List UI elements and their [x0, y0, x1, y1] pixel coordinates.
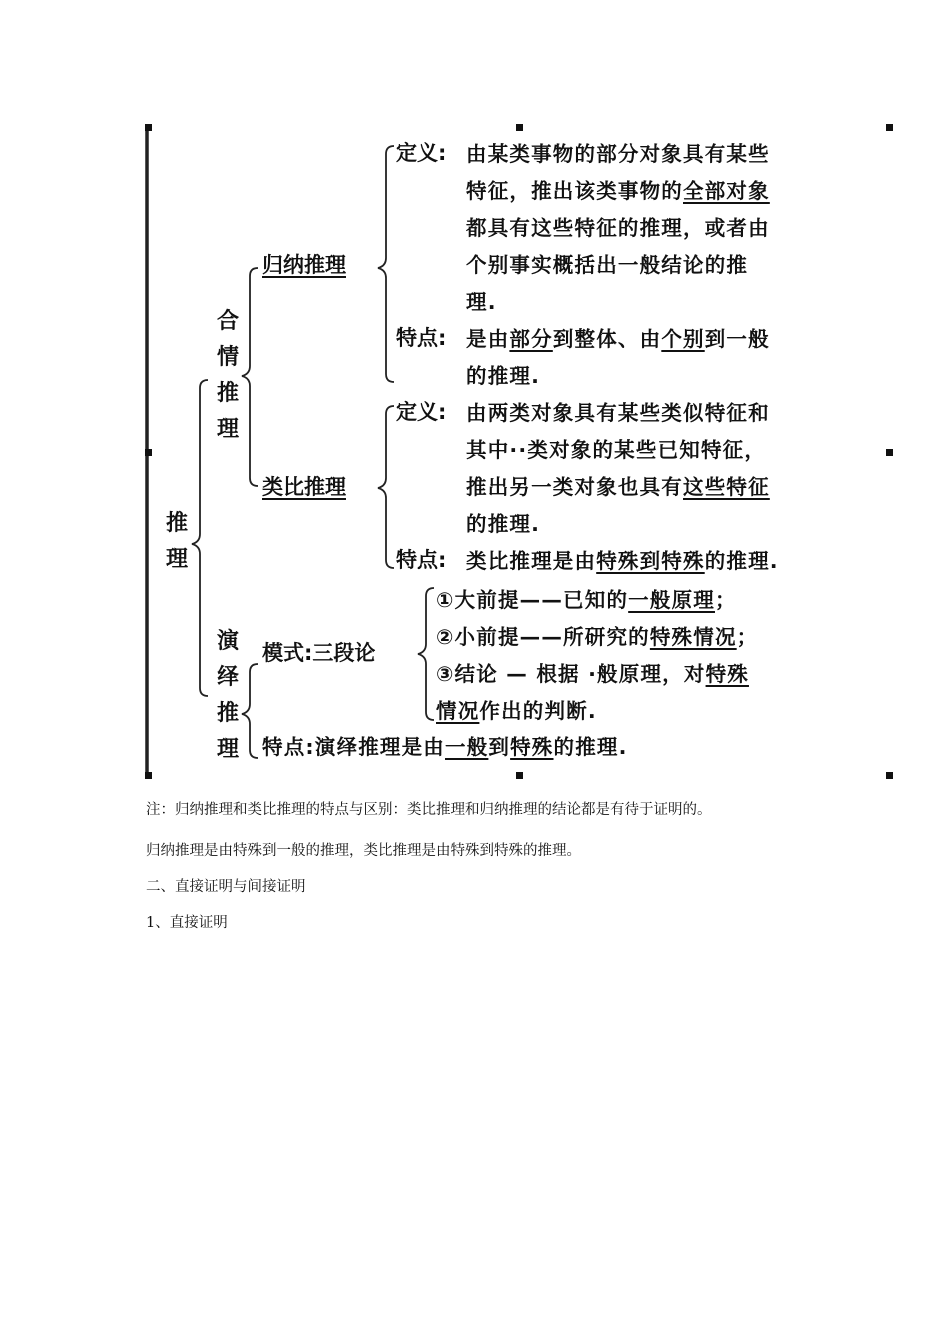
- text-line: [436, 693, 758, 730]
- text-line: [466, 543, 779, 580]
- underlined-term: 一般原理: [628, 588, 715, 612]
- note-line-1: 注：归纳推理和类比推理的特点与区别：类比推理和归纳推理的结论都是有待于证明的。: [146, 802, 712, 818]
- analogy-feat-label: 特点:: [396, 548, 447, 572]
- text-segment: ；: [714, 588, 737, 612]
- text-segment: ②小前提——所研究的: [436, 625, 650, 649]
- text-segment: 由某类事物的部分对象具有某些: [466, 142, 770, 166]
- note-line-2: 归纳推理是由特殊到一般的推理，类比推理是由特殊到特殊的推理。: [146, 843, 581, 859]
- section-heading-proof: 二、直接证明与间接证明: [146, 879, 306, 895]
- text-line: [466, 432, 770, 469]
- text-segment: 到: [488, 735, 511, 759]
- text-segment: 个别事实概括出一般结论的推: [466, 253, 749, 277]
- vertical-char: 推: [216, 701, 239, 726]
- vertical-char: 合: [216, 309, 239, 334]
- vertical-char: 推: [216, 381, 239, 406]
- underlined-term: 特殊到特殊: [596, 549, 705, 573]
- text-line: [466, 173, 770, 210]
- vertical-char: 理: [165, 547, 188, 572]
- analogy-def-text: [466, 395, 770, 543]
- brace-root: [192, 380, 208, 696]
- text-segment: 作出的判断.: [479, 699, 597, 723]
- induction-def-text: [466, 136, 770, 321]
- analogy-title: 类比推理: [262, 475, 346, 499]
- text-line: [262, 729, 628, 766]
- brace-deductive: [242, 664, 258, 758]
- vertical-char: 演: [216, 629, 239, 654]
- vertical-char: 推: [165, 511, 188, 536]
- reasoning-diagram: [142, 122, 894, 782]
- underlined-term: 这些特征: [683, 475, 770, 499]
- text-segment: 的推理.: [553, 735, 628, 759]
- text-segment: ①大前提——已知的: [436, 588, 629, 612]
- text-segment: ③结论 — 根据 ·般原理，对: [436, 662, 706, 686]
- underlined-term: 特殊情况: [649, 625, 737, 649]
- underlined-term: 全部对象: [683, 179, 770, 203]
- text-segment: 特征，推出该类事物的: [466, 179, 683, 203]
- brace-induction: [378, 146, 394, 382]
- deduction-mode-label: 模式:三段论: [262, 641, 376, 665]
- induction-feat-label: 特点:: [396, 326, 447, 350]
- underlined-term: 情况: [436, 699, 480, 723]
- text-segment: 理.: [466, 290, 497, 314]
- root-label: [164, 506, 190, 578]
- underlined-term: 特殊: [510, 735, 554, 759]
- text-line: [466, 210, 770, 247]
- brace-syllogism: [418, 588, 434, 720]
- underlined-term: 个别: [661, 327, 705, 351]
- text-line: [466, 506, 770, 543]
- syllogism-items: [436, 582, 758, 730]
- text-line: [466, 284, 770, 321]
- text-line: [436, 656, 758, 693]
- plausible-label: [215, 304, 241, 448]
- underlined-term: 特殊: [705, 662, 749, 686]
- text-line: [436, 582, 758, 619]
- text-line: [466, 469, 770, 506]
- brace-plausible: [242, 268, 258, 486]
- induction-feat-text: [466, 321, 770, 395]
- vertical-char: 绎: [216, 665, 239, 690]
- analogy-def-label: 定义:: [396, 400, 447, 424]
- text-segment: 到整体、由: [552, 327, 662, 351]
- underlined-term: 一般: [445, 735, 489, 759]
- induction-def-label: 定义:: [396, 141, 447, 165]
- vertical-char: 理: [216, 417, 239, 442]
- text-line: [466, 321, 770, 358]
- underlined-term: 部分: [509, 327, 553, 351]
- text-segment: ；: [736, 625, 759, 649]
- vertical-char: 情: [216, 345, 239, 370]
- text-segment: 类比推理是由: [466, 549, 597, 573]
- text-line: [466, 136, 770, 173]
- text-line: [466, 358, 770, 395]
- text-segment: 到一般: [704, 327, 770, 351]
- brace-analogy: [378, 406, 394, 568]
- induction-title: 归纳推理: [262, 253, 346, 277]
- deduction-feat-text: [262, 729, 628, 766]
- text-segment: 由两类对象具有某些类似特征和: [466, 401, 770, 425]
- deductive-label: [215, 624, 241, 768]
- text-line: [466, 395, 770, 432]
- text-segment: 都具有这些特征的推理，或者由: [466, 216, 770, 240]
- subsection-heading-direct-proof: 1、直接证明: [146, 915, 228, 931]
- analogy-feat-text: [466, 543, 779, 580]
- text-segment: 其中··类对象的某些已知特征，: [466, 438, 767, 462]
- text-line: [436, 619, 758, 656]
- text-segment: 是由: [466, 327, 510, 351]
- text-line: [466, 247, 770, 284]
- text-segment: 特点:演绎推理是由: [262, 735, 445, 759]
- text-segment: 推出另一类对象也具有: [466, 475, 683, 499]
- text-segment: 的推理.: [466, 364, 541, 388]
- vertical-char: 理: [216, 737, 239, 762]
- text-segment: 的推理.: [704, 549, 779, 573]
- text-segment: 的推理.: [466, 512, 541, 536]
